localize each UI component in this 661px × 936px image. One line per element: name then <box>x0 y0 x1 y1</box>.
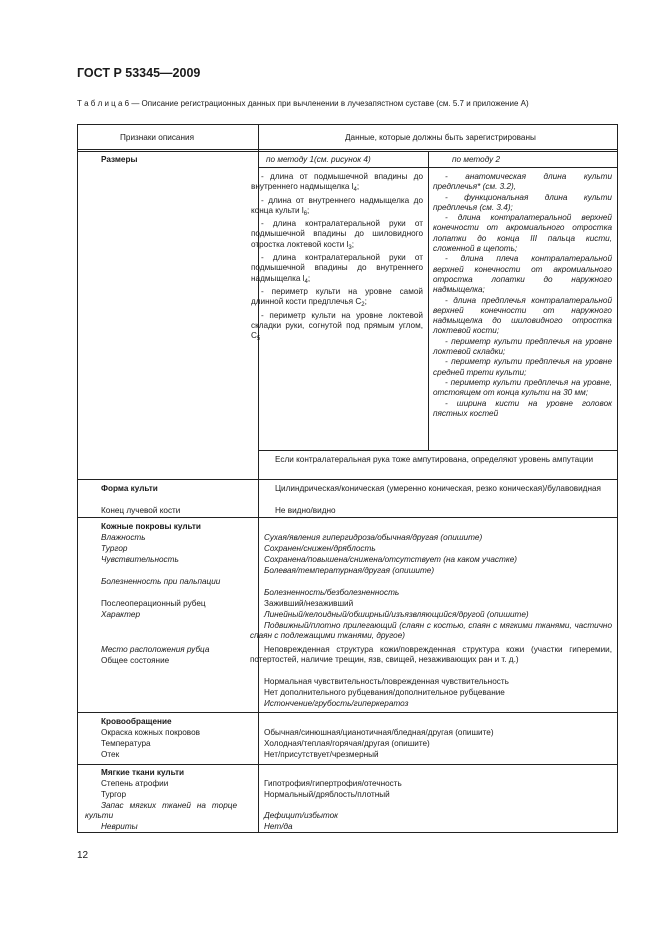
skin-label: Болезненность при пальпации <box>101 577 221 586</box>
m2-item: - периметр культи предплечья на уровне локтевой складки; <box>433 336 612 357</box>
skin-value: Нормальная чувствительность/поврежденная чувствительность <box>264 677 509 686</box>
m2-item: - длина предплечья контралатеральной верхней конечности от наружного надмыщелка до шиловидного отростка локтевой кости; <box>433 295 612 336</box>
column-header-features: Признаки описания <box>120 133 195 142</box>
circulation-value: Нет/присутствует/чрезмерный <box>264 750 379 759</box>
m2-item: - длина контралатеральной верхней конечности от акромиального отростка лопатки до конца III пальца кисти, сложенной в щепоть; <box>433 213 612 254</box>
skin-value: Неповрежденная структура кожи/поврежденная структура кожи (участки гиперемии, потертостей, наличие трещин, язв, свищей, незаживающих ран и т. д.) <box>250 645 612 665</box>
circulation-label: Температура <box>101 739 151 748</box>
m1-sub: 6 <box>303 210 308 217</box>
m1-item: - длина контралатеральной руки от подмышечной впадины до внутреннего надмыщелка l <box>251 253 423 283</box>
skin-label: Место расположения рубца <box>101 645 210 654</box>
soft-tissue-label: Невриты <box>101 822 138 831</box>
skin-label: Тургор <box>101 544 128 553</box>
m1-item: - длина от подмышечной впадины до внутреннего надмыщелка l <box>251 172 423 192</box>
skin-value: Сохранена/повышена/снижена/отсутствует (на каком участке) <box>264 555 517 564</box>
method-1-list: - длина от подмышечной впадины до внутреннего надмыщелка $l_4$; - длина от внутреннего надмыщелка до конца культи $l_6$; - длина контралатеральной руки от подмышечной впадины до шиловидного отростка локтевой кости $l_3$; - длина контралатеральной руки от подмышечной впадины до внутреннего надмыщелка $l_4$; - периметр культи на уровне самой длинной кости предплечья $C_2$; - периметр культи на уровне локтевой складки руки, согнутой под прямым углом, $C_5$ <box>251 172 423 343</box>
skin-label: Послеоперационный рубец <box>101 599 206 608</box>
page-number: 12 <box>77 850 89 861</box>
method-1-title: по методу 1(см. рисунок 4) <box>266 155 371 164</box>
soft-tissue-value: Дефицит/избыток <box>264 811 338 820</box>
m1-sub: 4 <box>353 187 357 194</box>
skin-label: Характер <box>101 610 141 619</box>
m1-sub: 2 <box>361 302 365 309</box>
document-header: ГОСТ Р 53345—2009 <box>77 66 201 80</box>
row-label-sizes: Размеры <box>101 155 138 164</box>
soft-tissue-label: Степень атрофии <box>101 779 169 788</box>
soft-tissue-label: Запас мягких тканей на торце культи <box>85 801 237 821</box>
skin-value: Сохранен/снижен/дряблость <box>264 544 376 553</box>
soft-tissue-value: Нормальный/дряблость/плотный <box>264 790 390 799</box>
soft-tissue-label: Тургор <box>101 790 127 799</box>
m2-item: - анатомическая длина культи предплечья* (см. 3.2), <box>433 172 612 192</box>
m1-sub: 4 <box>304 278 308 285</box>
skin-label: Влажность <box>101 533 146 542</box>
skin-value: Подвижный/плотно прилегающий (слаян с костью, спаян с мягкими тканями, частично спаян с подлежащими тканями, другое) <box>250 621 612 641</box>
circulation-label: Окраска кожных покровов <box>101 728 200 737</box>
skin-label: Чувствительность <box>101 555 179 564</box>
row-label-skin: Кожные покровы культи <box>101 522 201 531</box>
m2-item: - ширина кисти на уровне головок пястных костей <box>433 398 612 418</box>
shape-value: Цилиндрическая/коническая (умеренно коническая, резко коническая)/булавовидная <box>275 484 601 493</box>
m2-item: - функциональная длина культи предплечья (см. 3.4); <box>433 192 612 212</box>
skin-value: Болезненность/безболезненность <box>264 588 400 597</box>
method-2-list <box>433 172 612 419</box>
row-label-circulation: Кровообращение <box>101 717 172 726</box>
sizes-note: Если контралатеральная рука тоже ампутирована, определяют уровень ампутации <box>275 455 594 464</box>
circulation-value: Обычная/синюшная/цианотичная/бледная/другая (опишите) <box>264 728 494 737</box>
circulation-label: Отек <box>101 750 120 759</box>
column-header-data: Данные, которые должны быть зарегистрированы <box>345 133 536 142</box>
m1-item: - периметр культи на уровне самой длинной кости предплечья C <box>251 286 423 307</box>
skin-value: Нет дополнительного рубцевания/дополнительное рубцевание <box>264 688 505 697</box>
m1-item: - длина от внутреннего надмыщелка до конца культи l <box>251 195 423 215</box>
radius-end-value: Не видно/видно <box>275 506 336 515</box>
skin-value: Линейный/келоидный/обширный/изъязвляющийся/другой (опишите) <box>264 610 529 619</box>
row-label-soft-tissue: Мягкие ткани культи <box>101 768 184 777</box>
m2-item: - периметр культи предплечья на уровне, отстоящем от конца культи на 30 мм; <box>433 377 612 398</box>
soft-tissue-value: Гипотрофия/гипертрофия/отечность <box>264 779 402 788</box>
m1-item: - периметр культи на уровне локтевой складки руки, согнутой под прямым углом, C <box>251 310 423 341</box>
skin-value: Сухая/явления гипергидроза/обычная/другая (опишите) <box>264 533 483 542</box>
row-label-radius-end: Конец лучевой кости <box>101 506 181 515</box>
m2-item: - длина плеча контралатеральной верхней конечности от акромиального отростка лопатки до наружного надмыщелка; <box>433 254 612 295</box>
skin-value: Болевая/температурная/другая (опишите) <box>264 566 435 575</box>
m1-item: - длина контралатеральной руки от подмышечной впадины до шиловидного отростка локтевой кости l <box>251 219 423 249</box>
m1-sub: 5 <box>256 336 261 343</box>
soft-tissue-value: Нет/да <box>264 822 293 831</box>
m2-item: - периметр культи предплечья на уровне средней трети культи; <box>433 357 612 377</box>
method-2-title: по методу 2 <box>452 155 501 164</box>
row-label-shape: Форма культи <box>101 484 158 493</box>
skin-value: Истончение/грубость/гиперкератоз <box>264 699 409 708</box>
skin-label: Общее состояние <box>101 656 170 665</box>
circulation-value: Холодная/теплая/горячая/другая (опишите) <box>264 739 430 748</box>
table-caption: Т а б л и ц а 6 — Описание регистрационных данных при вычленении в лучезапястном суставе (см. 5.7 и приложение А) <box>77 99 529 108</box>
skin-value: Заживший/незаживший <box>264 599 354 608</box>
m1-sub: 3 <box>348 244 352 251</box>
